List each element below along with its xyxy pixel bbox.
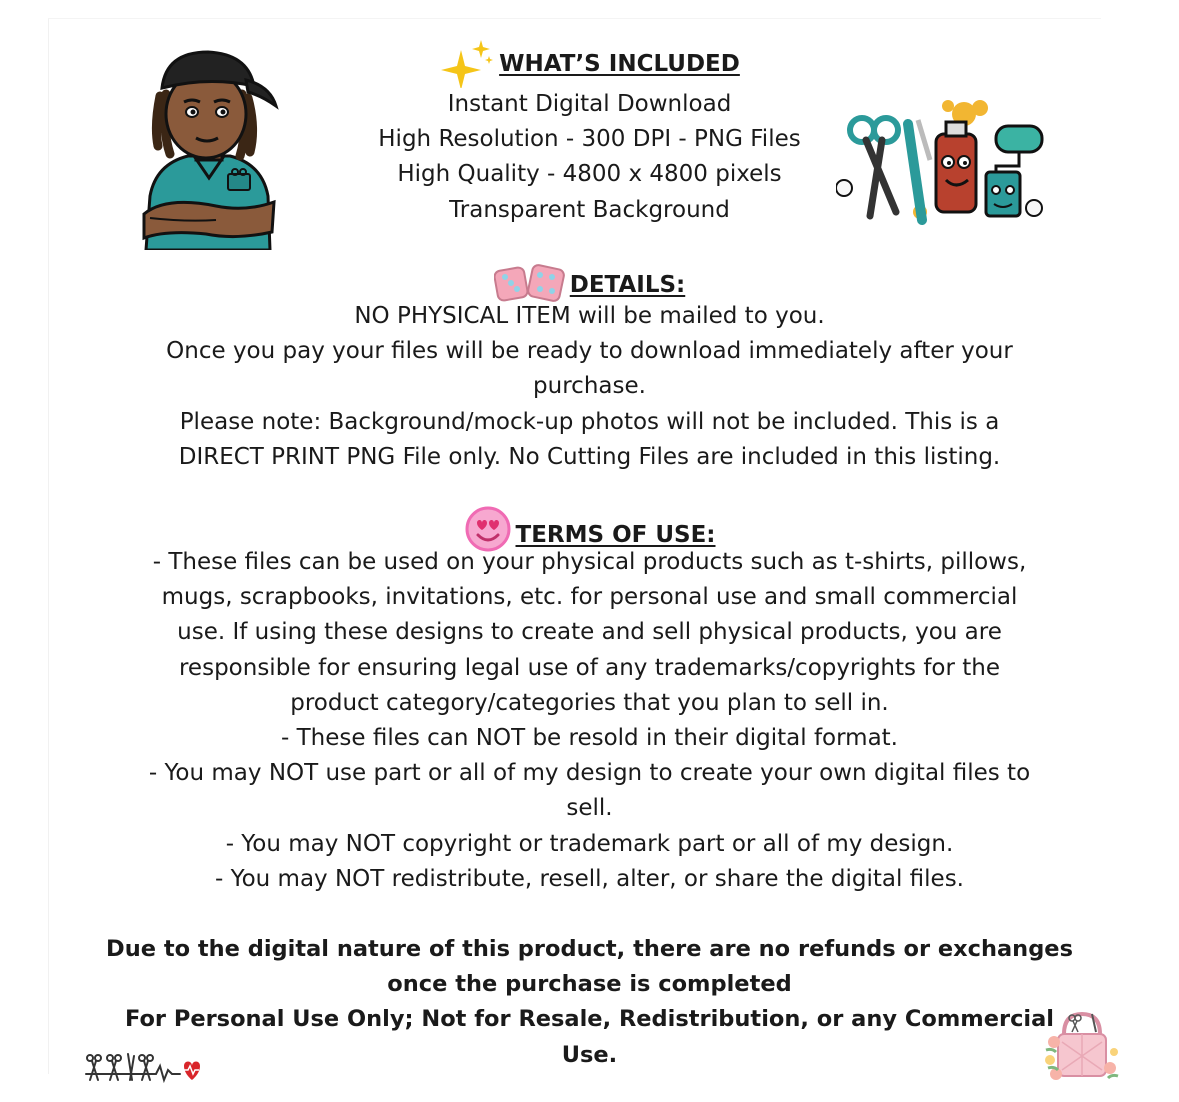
- included-line: Transparent Background: [449, 196, 730, 223]
- terms-line: product category/categories that you plan to sell in.: [290, 689, 889, 716]
- included-line: High Resolution - 300 DPI - PNG Files: [378, 126, 801, 153]
- terms-line: - You may NOT redistribute, resell, alter, or share the digital files.: [214, 865, 964, 892]
- terms-text: [0, 545, 1179, 897]
- details-heading: DETAILS:: [569, 272, 686, 298]
- terms-line: - These files can be used on your physical products such as t-shirts, pillows,: [152, 549, 1027, 575]
- dice-icon: [494, 263, 566, 303]
- included-line: Instant Digital Download: [447, 91, 732, 117]
- sparkle-icon: [439, 40, 495, 88]
- terms-heading: TERMS OF USE:: [515, 522, 716, 548]
- terms-line: - You may NOT copyright or trademark part or all of my design.: [225, 830, 954, 857]
- terms-line: sell.: [566, 795, 613, 822]
- details-line: NO PHYSICAL ITEM will be mailed to you.: [354, 303, 825, 329]
- terms-line: - These files can NOT be resold in their digital format.: [281, 725, 898, 752]
- details-line: DIRECT PRINT PNG File only. No Cutting Files are included in this listing.: [178, 443, 1001, 470]
- notice-line: once the purchase is completed: [387, 971, 792, 998]
- floral-bag-icon: [1042, 1008, 1122, 1084]
- notice-line: For Personal Use Only; Not for Resale, Redistribution, or any Commercial: [124, 1006, 1055, 1033]
- notice-line: Use.: [561, 1041, 618, 1068]
- details-text: [0, 299, 1179, 475]
- barber-tools-signature-logo: [84, 1050, 206, 1086]
- terms-line: - You may NOT use part or all of my design to create your own digital files to: [148, 760, 1031, 787]
- terms-line: mugs, scrapbooks, invitations, etc. for personal use and small commercial: [161, 584, 1018, 611]
- notice-line: Due to the digital nature of this product, there are no refunds or exchanges: [106, 936, 1073, 962]
- details-line: purchase.: [533, 373, 646, 400]
- terms-line: responsible for ensuring legal use of any trademarks/copyrights for the: [178, 654, 1000, 681]
- details-line: Once you pay your files will be ready to download immediately after your: [166, 338, 1013, 365]
- terms-line: use. If using these designs to create and sell physical products, you are: [177, 619, 1002, 646]
- included-line: High Quality - 4800 x 4800 pixels: [397, 161, 782, 188]
- whats-included-list: [0, 87, 1179, 228]
- whats-included-heading: WHAT’S INCLUDED: [499, 51, 740, 77]
- details-line: Please note: Background/mock-up photos will not be included. This is a: [179, 408, 1000, 435]
